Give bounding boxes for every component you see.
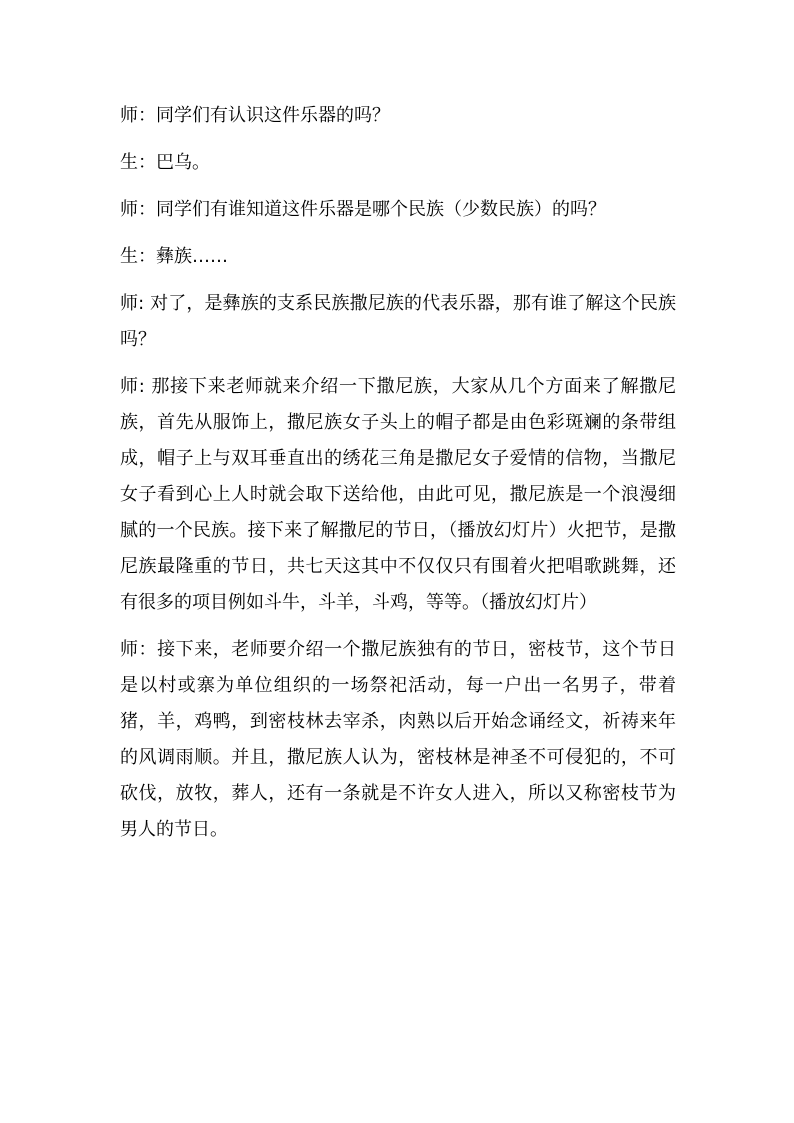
paragraph-teacher-introduction: 师: 那接下来老师就来介绍一下撒尼族，大家从几个方面来了解撒尼族，首先从服饰上，撒尼族女子头上的帽子都是由色彩斑斓的条带组成，帽子上与双耳垂直出的绣花三角是撒尼女子爱情的信物，当撒尼女子看到心上人时就会取下送给他，由此可见，撒尼族是一个浪漫细腻的一个民族。接下来了解撒尼的节日，（播放幻灯片）火把节，是撒尼族最隆重的节日，共七天这其中不仅仅只有围着火把唱歌跳舞，还有很多的项目例如斗牛，斗羊，斗鸡，等等。（播放幻灯片） bbox=[120, 376, 676, 613]
paragraph-teacher-mizhi-festival: 师：接下来，老师要介绍一个撒尼族独有的节日，密枝节，这个节日是以村或寨为单位组织的一场祭祀活动，每一户出一名男子，带着猪，羊，鸡鸭，到密枝林去宰杀，肉熟以后开始念诵经文，祈祷来年的风调雨顺。并且，撒尼族人认为，密枝林是神圣不可侵犯的，不可砍伐，放牧，葬人，还有一条就是不许女人进入，所以又称密枝节为男人的节日。 bbox=[120, 639, 676, 840]
paragraph-student-answer-2: 生：彝族…… bbox=[120, 246, 228, 267]
paragraph-teacher-question-1: 师：同学们有认识这件乐器的吗？ bbox=[120, 105, 390, 126]
paragraph-teacher-remark: 师: 对了，是彝族的支系民族撒尼族的代表乐器，那有谁了解这个民族吗？ bbox=[120, 293, 676, 350]
paragraph-student-answer-1: 生：巴乌。 bbox=[120, 152, 210, 173]
paragraph-teacher-question-2: 师：同学们有谁知道这件乐器是哪个民族（少数民族）的吗？ bbox=[120, 199, 606, 220]
document-body bbox=[120, 98, 676, 859]
